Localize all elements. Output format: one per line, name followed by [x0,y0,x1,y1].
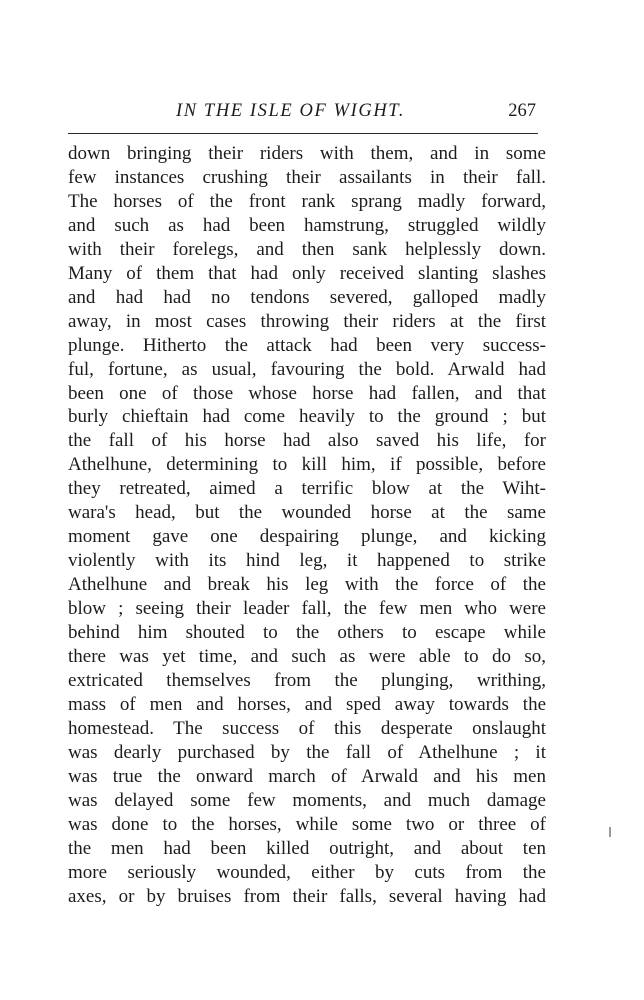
text-line: the men had been killed outright, and about ten [68,837,546,859]
text-line: been one of those whose horse had fallen, and that [68,382,546,404]
running-title: IN THE ISLE OF WIGHT. [176,101,406,121]
text-line: extricated themselves from the plunging, writhing, [68,669,546,691]
running-head [66,101,542,127]
text-line: was done to the horses, while some two or three of [68,813,546,835]
text-line: down bringing their riders with them, and in some [68,143,546,164]
text-line: wara's head, but the wounded horse at the same [68,502,546,524]
text-line: The horses of the front rank sprang madly forward, [68,190,546,212]
text-line: more seriously wounded, either by cuts from the [68,861,546,883]
text-line: Athelhune, determining to kill him, if possible, before [68,454,546,476]
text-line: was true the onward march of Arwald and his men [68,765,546,787]
text-line: mass of men and horses, and sped away towards the [68,693,546,715]
text-line: Athelhune and break his leg with the force of the [68,574,546,596]
text-line: homestead. The success of this desperate onslaught [68,717,546,739]
text-line: burly chieftain had come heavily to the ground ; but [68,406,546,428]
text-line: Many of them that had only received slanting slashes [68,262,546,284]
text-line: was delayed some few moments, and much damage [68,789,546,811]
text-line: the fall of his horse had also saved his life, for [68,430,546,452]
text-line: axes, or by bruises from their falls, several having had [68,885,546,907]
text-line: and such as had been hamstrung, struggled wildly [68,214,546,236]
body-text [68,142,546,909]
margin-mark [609,827,611,837]
text-line: they retreated, aimed a terrific blow at the Wiht- [68,478,546,500]
text-line: and had had no tendons severed, galloped madly [68,286,546,308]
page-number: 267 [508,101,536,121]
text-line: blow ; seeing their leader fall, the few men who were [68,598,546,620]
text-line: there was yet time, and such as were able to do so, [68,646,546,668]
text-line: ful, fortune, as usual, favouring the bold. Arwald had [68,358,546,380]
text-line: plunge. Hitherto the attack had been very success- [68,334,546,356]
text-line: behind him shouted to the others to escape while [68,622,546,644]
text-line: violently with its hind leg, it happened to strike [68,550,546,572]
text-line: with their forelegs, and then sank helplessly down. [68,238,546,260]
text-line: moment gave one despairing plunge, and kicking [68,526,546,548]
text-line: away, in most cases throwing their riders at the first [68,310,546,332]
text-line: few instances crushing their assailants in their fall. [68,166,546,188]
text-line: was dearly purchased by the fall of Athelhune ; it [68,741,546,763]
header-rule [68,133,538,134]
